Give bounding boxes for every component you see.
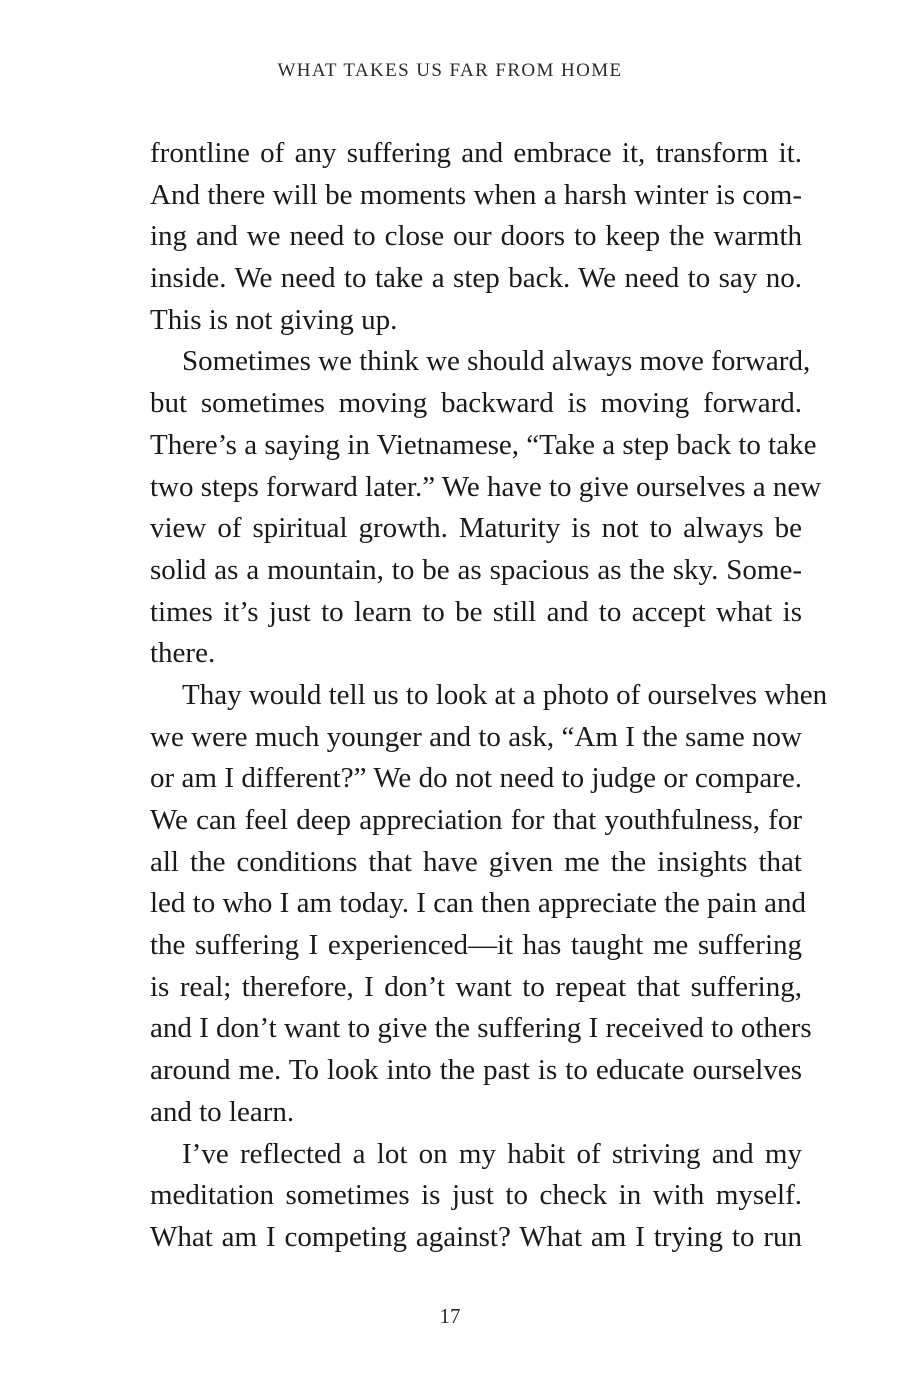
- text-line: or am I different?” We do not need to judge or compare.: [150, 762, 802, 795]
- text-line: two steps forward later.” We have to give ourselves a new: [150, 470, 822, 503]
- text-line: is real; therefore, I don’t want to repeat that suffering,: [150, 970, 802, 1003]
- text-line: And there will be moments when a harsh winter is com-: [150, 178, 802, 211]
- text-line: Sometimes we think we should always move forward,: [182, 345, 811, 378]
- running-head: WHAT TAKES US FAR FROM HOME: [277, 60, 623, 81]
- page-number: 17: [439, 1304, 461, 1328]
- text-line: Thay would tell us to look at a photo of ourselves when: [182, 678, 828, 711]
- text-line: all the conditions that have given me the insights that: [150, 845, 802, 878]
- text-line: times it’s just to learn to be still and to accept what is: [150, 595, 802, 628]
- body-text: [150, 133, 828, 1259]
- text-line: and I don’t want to give the suffering I received to others: [150, 1012, 812, 1045]
- text-line: the suffering I experienced—it has taught me suffering: [150, 929, 802, 962]
- text-line: I’ve reflected a lot on my habit of striving and my: [182, 1137, 802, 1170]
- text-line: inside. We need to take a step back. We need to say no.: [150, 262, 802, 295]
- text-line: there.: [150, 637, 216, 670]
- text-line: This is not giving up.: [150, 303, 398, 336]
- text-line: meditation sometimes is just to check in with myself.: [150, 1179, 802, 1212]
- text-line: and to learn.: [150, 1095, 295, 1128]
- text-line: There’s a saying in Vietnamese, “Take a step back to take: [150, 428, 817, 461]
- text-line: ing and we need to close our doors to keep the warmth: [150, 220, 802, 253]
- text-line: led to who I am today. I can then appreciate the pain and: [150, 887, 806, 920]
- text-line: view of spiritual growth. Maturity is not to always be: [150, 512, 802, 545]
- text-line: What am I competing against? What am I trying to run: [150, 1220, 802, 1253]
- text-line: but sometimes moving backward is moving forward.: [150, 387, 802, 420]
- text-line: We can feel deep appreciation for that youthfulness, for: [150, 804, 802, 836]
- text-line: we were much younger and to ask, “Am I the same now: [150, 720, 802, 753]
- text-line: around me. To look into the past is to educate ourselves: [150, 1054, 802, 1087]
- text-line: frontline of any suffering and embrace it, transform it.: [150, 137, 802, 169]
- text-line: solid as a mountain, to be as spacious as the sky. Some-: [150, 553, 802, 586]
